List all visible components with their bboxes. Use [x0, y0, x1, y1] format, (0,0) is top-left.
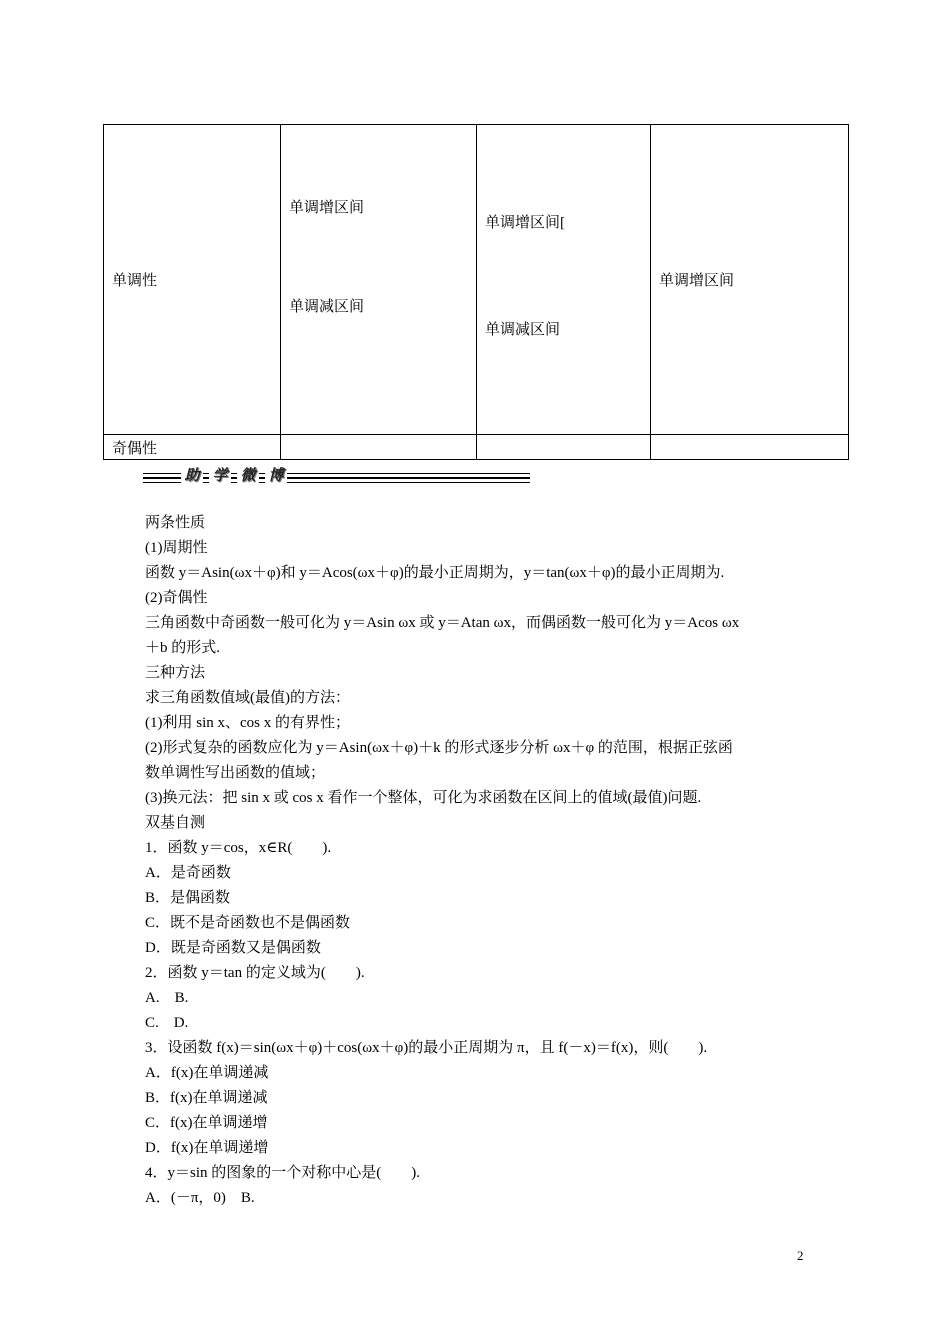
option: A. B. [145, 990, 189, 1006]
increasing-interval-label: 单调增区间 [289, 199, 365, 216]
option: B．f(x)在单调递减 [145, 1090, 268, 1106]
banner-title [181, 464, 287, 486]
text-line: 三角函数中奇函数一般可化为 y＝Asin ωx 或 y＝Atan ωx，而偶函数一般可化为 y＝Acos ωx [145, 615, 740, 631]
text-line: 两条性质 [145, 515, 206, 531]
text-line: 函数 y＝Asin(ωx＋φ)和 y＝Acos(ωx＋φ)的最小正周期为，y＝tan(ωx＋φ)的最小正周期为. [145, 565, 725, 581]
text-line: (1)周期性 [145, 540, 208, 556]
option: D．既是奇函数又是偶函数 [145, 940, 321, 956]
increasing-interval-label: 单调增区间 [659, 273, 735, 289]
question-2: 2．函数 y＝tan 的定义域为( ). [145, 965, 365, 981]
cell-parity-col2 [281, 435, 477, 460]
text-line: (2)奇偶性 [145, 590, 208, 606]
decreasing-interval-label: 单调减区间 [485, 321, 561, 338]
decreasing-interval-label: 单调减区间 [289, 298, 365, 315]
section-banner [143, 464, 530, 490]
properties-table [103, 124, 849, 460]
table-row-monotonicity [104, 125, 849, 435]
cell-monotonicity-col4 [651, 125, 849, 435]
row-label-parity: 奇偶性 [104, 435, 281, 460]
page-number: 2 [797, 1248, 804, 1263]
option: A．(－π，0) B. [145, 1190, 255, 1206]
question-3: 3．设函数 f(x)＝sin(ωx＋φ)＋cos(ωx＋φ)的最小正周期为 π，且 f(－x)＝f(x)，则( ). [145, 1040, 708, 1056]
banner-char: 学 [209, 464, 231, 486]
increasing-interval-label: 单调增区间[ [485, 214, 565, 231]
cell-monotonicity-col2 [281, 125, 477, 435]
question-4: 4．y＝sin 的图象的一个对称中心是( ). [145, 1165, 420, 1181]
text-line: 三种方法 [145, 665, 206, 681]
option: A．是奇函数 [145, 865, 231, 881]
text-line: (1)利用 sin x、cos x 的有界性； [145, 715, 350, 731]
text-line: (2)形式复杂的函数应化为 y＝Asin(ωx＋φ)＋k 的形式逐步分析 ωx＋φ 的范围，根据正弦函 [145, 740, 733, 756]
option: C．f(x)在单调递增 [145, 1115, 268, 1131]
option: D．f(x)在单调递增 [145, 1140, 269, 1156]
table-row-parity [104, 435, 849, 460]
cell-parity-col3 [477, 435, 651, 460]
text-line: 数单调性写出函数的值域； [145, 765, 326, 781]
option: A．f(x)在单调递减 [145, 1065, 269, 1081]
row-label-monotonicity: 单调性 [104, 125, 281, 435]
document-body [145, 511, 815, 1211]
banner-char: 博 [265, 464, 287, 486]
banner-char: 微 [237, 464, 259, 486]
option: C. D. [145, 1015, 189, 1031]
text-line: ＋b 的形式. [145, 640, 221, 656]
text-line: (3)换元法：把 sin x 或 cos x 看作一个整体，可化为求函数在区间上的值域(最值)问题. [145, 790, 702, 806]
option: C．既不是奇函数也不是偶函数 [145, 915, 351, 931]
cell-parity-col4 [651, 435, 849, 460]
option: B．是偶函数 [145, 890, 231, 906]
text-line: 双基自测 [145, 815, 206, 831]
text-line: 求三角函数值域(最值)的方法： [145, 690, 350, 706]
banner-char: 助 [181, 464, 203, 486]
cell-monotonicity-col3 [477, 125, 651, 435]
question-1: 1．函数 y＝cos，x∈R( ). [145, 840, 332, 856]
